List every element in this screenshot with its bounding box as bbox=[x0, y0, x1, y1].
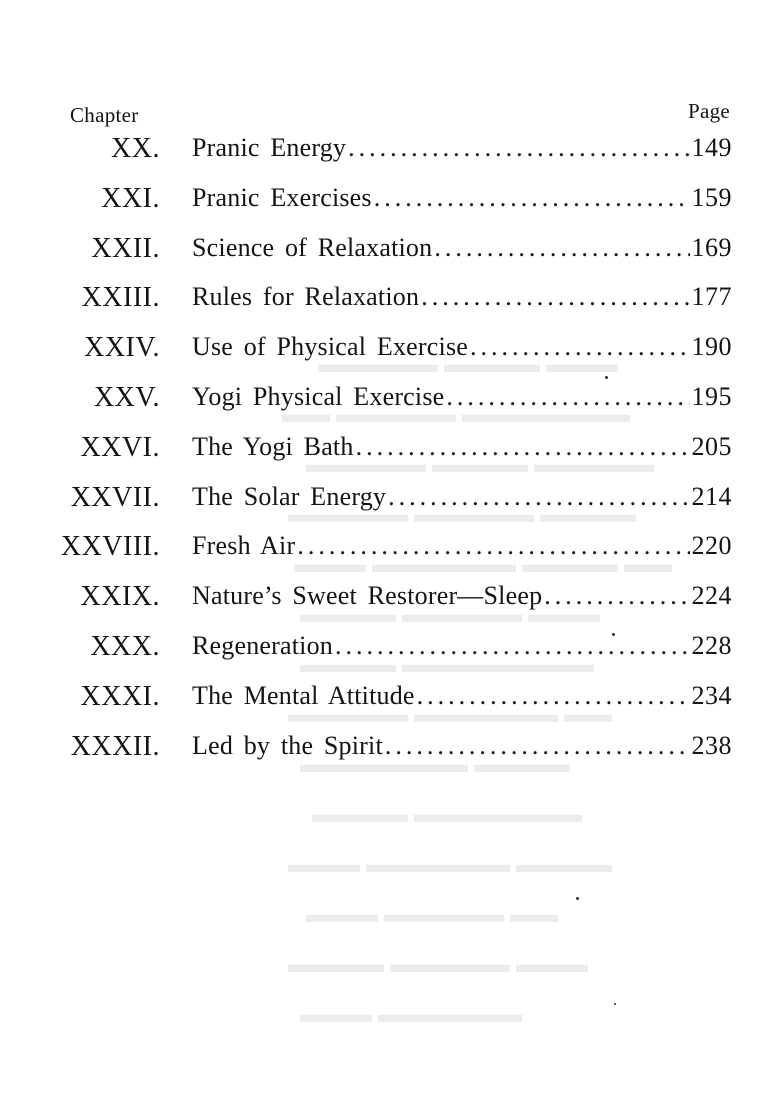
page-number: 234 bbox=[691, 680, 732, 710]
dot-leader bbox=[388, 482, 689, 512]
toc-entry bbox=[0, 681, 780, 725]
toc-entry bbox=[0, 183, 780, 227]
chapter-title: The Mental Attitude bbox=[192, 680, 415, 710]
page-number: 238 bbox=[691, 730, 732, 760]
toc-entry bbox=[0, 332, 780, 376]
toc-entry bbox=[0, 731, 780, 775]
chapter-number: XXI. bbox=[101, 182, 160, 214]
page-number: 177 bbox=[691, 282, 732, 312]
page-number: 224 bbox=[691, 581, 732, 611]
chapter-line bbox=[192, 631, 732, 661]
toc-entry bbox=[0, 531, 780, 575]
dot-leader bbox=[297, 531, 689, 561]
toc-entry bbox=[0, 233, 780, 277]
toc-entry bbox=[0, 581, 780, 625]
chapter-line bbox=[192, 133, 732, 163]
chapter-line bbox=[192, 382, 732, 412]
chapter-number: XXIX. bbox=[80, 581, 160, 613]
dot-leader bbox=[421, 282, 689, 312]
chapter-title: Yogi Physical Exercise bbox=[192, 382, 445, 411]
page-number: 195 bbox=[691, 382, 732, 411]
page-number: 220 bbox=[691, 531, 732, 561]
toc-entry bbox=[0, 382, 780, 426]
page-number: 169 bbox=[691, 232, 732, 262]
page-number: 190 bbox=[691, 332, 732, 362]
chapter-title: The Yogi Bath bbox=[192, 431, 354, 461]
chapter-line bbox=[192, 332, 732, 362]
chapter-number: XXVI. bbox=[80, 431, 160, 463]
toc-entry bbox=[0, 133, 780, 177]
chapter-line bbox=[192, 183, 732, 213]
chapter-number: XXIII. bbox=[81, 282, 160, 314]
chapter-title: Regeneration bbox=[192, 631, 334, 660]
dot-leader bbox=[544, 581, 689, 611]
chapter-number: XX. bbox=[111, 133, 160, 164]
chapter-title: Pranic Exercises bbox=[192, 182, 372, 212]
print-speck bbox=[576, 897, 579, 900]
dot-leader bbox=[356, 432, 690, 462]
print-speck bbox=[605, 376, 608, 379]
page-column-header: Page bbox=[687, 99, 730, 123]
chapter-number: XXV. bbox=[93, 382, 160, 413]
print-speck bbox=[614, 1003, 616, 1005]
chapter-title: The Solar Energy bbox=[192, 481, 387, 511]
dot-leader bbox=[335, 631, 689, 661]
chapter-title: Nature’s Sweet Restorer—Sleep bbox=[192, 581, 543, 611]
chapter-title: Fresh Air bbox=[192, 531, 296, 561]
toc-entry bbox=[0, 432, 780, 476]
chapter-title: Science of Relaxation bbox=[192, 232, 433, 262]
page-number: 205 bbox=[691, 431, 732, 461]
bleed-through-texture: ▬▬▬▬▬ ▬▬▬▬ ▬▬▬ ▬▬ ▬▬▬▬▬ ▬▬▬▬▬▬▬ ▬▬▬▬▬ ▬▬▬▬ ▬▬▬▬▬ ▬▬▬▬▬ ▬▬▬▬▬ ▬▬▬▬ ▬▬▬ ▬▬▬▬▬▬ ▬▬▬▬ ▬▬ ▬▬▬▬ ▬▬▬▬▬ ▬▬▬ ▬▬▬▬ ▬▬▬▬▬▬▬▬ ▬▬▬▬▬ ▬▬▬▬▬▬ ▬▬ ▬▬▬▬▬▬▬ ▬▬▬▬ ▬▬▬▬ ▬▬▬▬▬▬▬ ▬▬▬ ▬▬▬▬▬▬ ▬▬▬▬ ▬▬▬ ▬▬▬▬▬ ▬▬ ▬▬▬▬ ▬▬▬▬▬ ▬▬▬ ▬▬▬ ▬▬▬▬▬▬ bbox=[270, 352, 672, 1028]
chapter-number: XXX. bbox=[90, 631, 160, 662]
chapter-line bbox=[192, 432, 732, 462]
toc-entry bbox=[0, 482, 780, 526]
dot-leader bbox=[446, 382, 689, 412]
chapter-line bbox=[192, 531, 732, 561]
page-number: 214 bbox=[691, 481, 732, 511]
toc-entry bbox=[0, 282, 780, 326]
chapter-line bbox=[192, 482, 732, 512]
dot-leader bbox=[434, 233, 689, 263]
chapter-number: XXIV. bbox=[84, 332, 160, 364]
dot-leader bbox=[348, 133, 689, 163]
chapter-number: XXVIII. bbox=[60, 531, 160, 563]
print-speck bbox=[612, 633, 615, 636]
dot-leader bbox=[470, 332, 689, 362]
chapter-number: XXXII. bbox=[70, 730, 160, 762]
page-number: 228 bbox=[691, 631, 732, 660]
dot-leader bbox=[417, 681, 690, 711]
chapter-line bbox=[192, 581, 732, 611]
dot-leader bbox=[385, 731, 690, 761]
chapter-number: XXII. bbox=[91, 232, 160, 264]
chapter-title: Rules for Relaxation bbox=[192, 282, 420, 312]
chapter-line bbox=[192, 233, 732, 263]
chapter-line bbox=[192, 731, 732, 761]
page-number: 159 bbox=[691, 182, 732, 212]
chapter-title: Use of Physical Exercise bbox=[192, 332, 469, 362]
chapter-title: Led by the Spirit bbox=[192, 730, 383, 760]
toc-entry bbox=[0, 631, 780, 675]
chapter-line bbox=[192, 282, 732, 312]
chapter-title: Pranic Energy bbox=[192, 133, 347, 162]
page-number: 149 bbox=[691, 133, 732, 162]
dot-leader bbox=[374, 183, 690, 213]
chapter-number: XXXI. bbox=[80, 680, 160, 712]
chapter-number: XXVII. bbox=[70, 481, 160, 513]
chapter-line bbox=[192, 681, 732, 711]
chapter-column-header: Chapter bbox=[70, 103, 139, 127]
